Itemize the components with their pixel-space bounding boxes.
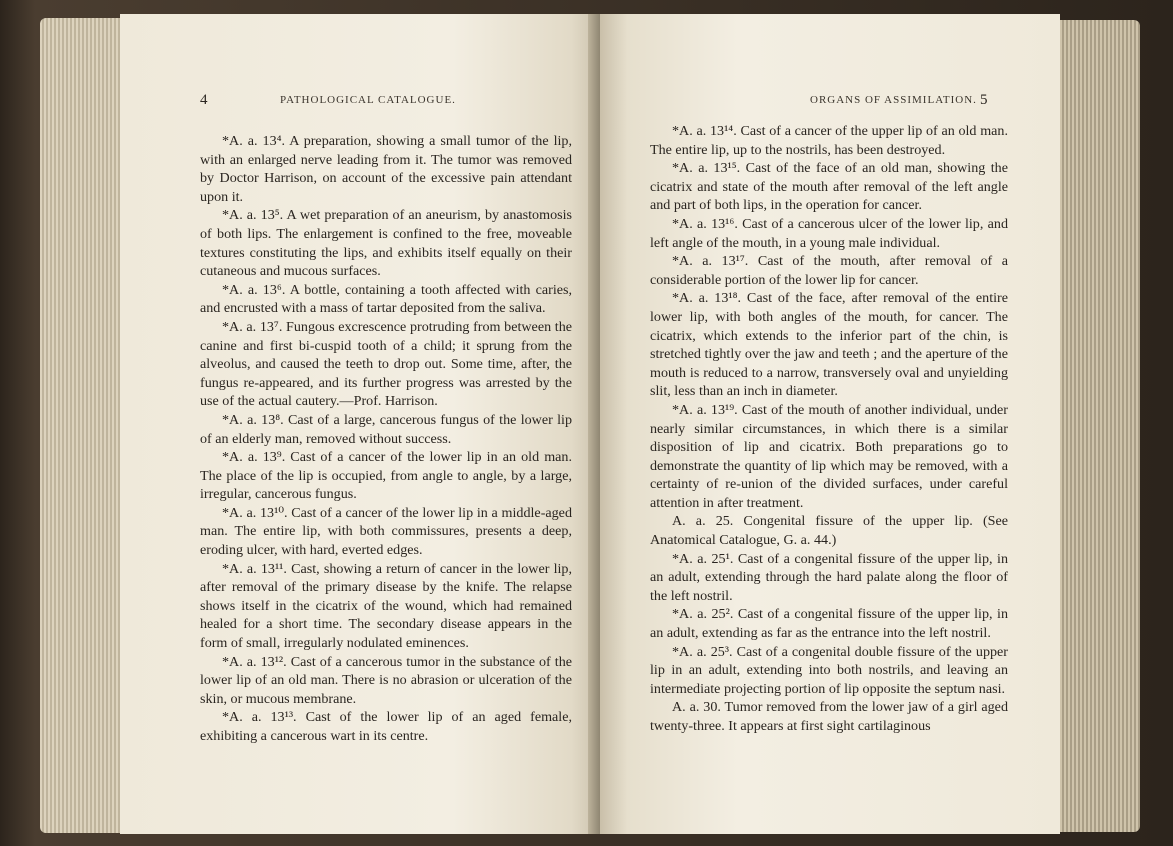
paragraph: *A. a. 13¹². Cast of a cancerous tumor in the substance of the lower lip of an old man. There is no abrasion or ulceration of the skin, or mucous membrane. [200, 653, 572, 707]
right-page-text [650, 122, 1008, 736]
right-page [600, 14, 1060, 834]
left-page [120, 14, 595, 834]
paragraph: *A. a. 13¹⁶. Cast of a cancerous ulcer of the lower lip, and left angle of the mouth, in a young male individual. [650, 215, 1008, 251]
paragraph: *A. a. 13⁸. Cast of a large, cancerous fungus of the lower lip of an elderly man, removed without success. [200, 411, 572, 447]
left-page-edges [40, 18, 130, 833]
right-page-number: 5 [980, 92, 988, 108]
paragraph: *A. a. 13⁶. A bottle, containing a tooth affected with caries, and encrusted with a mass of tartar deposited from the saliva. [200, 281, 572, 317]
paragraph: *A. a. 13¹³. Cast of the lower lip of an aged female, exhibiting a cancerous wart in its centre. [200, 709, 572, 744]
paragraph: A. a. 30. Tumor removed from the lower jaw of a girl aged twenty-three. It appears at first sight cartilaginous [650, 699, 1008, 734]
paragraph: *A. a. 25². Cast of a congenital fissure of the upper lip, in an adult, extending as far as the entrance into the left nostril. [650, 606, 1008, 642]
paragraph: *A. a. 13¹⁸. Cast of the face, after removal of the entire lower lip, with both angles of the mouth, for cancer. The cicatrix, which extends to the inferior part of the chin, is stretched tightly over the jaw and teeth ; and the aperture of the mouth is reduced to a narrow, transversely oval and unyielding slit, less than an inch in diameter. [650, 290, 1008, 400]
left-page-number: 4 [200, 92, 208, 108]
paragraph: *A. a. 13¹⁰. Cast of a cancer of the lower lip in a middle-aged man. The entire lip, with both commissures, presents a deep, eroding ulcer, with hard, everted edges. [200, 504, 572, 559]
paragraph: *A. a. 13⁷. Fungous excrescence protruding from between the canine and first bi-cuspid tooth of a child; it sprung from the alveolus, and caused the teeth to drop out. Some time, after, the fungus re-appeared, and its further progress was arrested by the use of the actual cautery.—Prof. Harrison. [200, 318, 572, 410]
paragraph: *A. a. 13¹⁵. Cast of the face of an old man, showing the cicatrix and state of the mouth after removal of the left angle and part of both lips, in the operation for cancer. [650, 160, 1008, 214]
paragraph: *A. a. 13⁵. A wet preparation of an aneurism, by anastomosis of both lips. The enlargement is confined to the free, moveable textures constituting the lips, and exhibits itself equally on their cutaneous and mucous surfaces. [200, 207, 572, 280]
paragraph: *A. a. 13⁴. A preparation, showing a small tumor of the lip, with an enlarged nerve leading from it. The tumor was removed by Doctor Harrison, on account of the excessive pain attendant upon it. [200, 133, 572, 205]
paragraph: *A. a. 25¹. Cast of a congenital fissure of the upper lip, in an adult, extending through the hard palate along the floor of the left nostril. [650, 550, 1008, 604]
paragraph: *A. a. 13¹⁹. Cast of the mouth of another individual, under nearly similar circumstances, in which there is a similar disposition of lip and cicatrix. Both preparations go to demonstrate the quantity of lip which may be removed, with a certainty of re-union of the divided surfaces, under careful attention in after treatment. [650, 401, 1008, 511]
paragraph: *A. a. 13¹⁷. Cast of the mouth, after removal of a considerable portion of the lower lip for cancer. [650, 253, 1008, 288]
paragraph: *A. a. 25³. Cast of a congenital double fissure of the upper lip in an adult, extending into both nostrils, and leaving an intermediate projecting portion of lip opposite the septum nasi. [650, 643, 1008, 697]
paragraph: A. a. 25. Congenital fissure of the upper lip. (See Anatomical Catalogue, G. a. 44.) [650, 513, 1008, 549]
right-running-head: ORGANS OF ASSIMILATION. [810, 94, 977, 106]
paragraph: *A. a. 13⁹. Cast of a cancer of the lower lip in an old man. The place of the lip is occupied, from angle to angle, by a large, irregular, cancerous fungus. [200, 449, 572, 503]
paragraph: *A. a. 13¹¹. Cast, showing a return of cancer in the lower lip, after removal of the primary disease by the knife. The relapse shows itself in the cicatrix of the wound, which had remained healed for a short time. The secondary disease appears in the form of small, irregularly nodulated eminences. [200, 560, 572, 652]
left-running-head: PATHOLOGICAL CATALOGUE. [280, 94, 456, 106]
left-page-text [200, 132, 572, 746]
paragraph: *A. a. 13¹⁴. Cast of a cancer of the upper lip of an old man. The entire lip, up to the nostrils, has been destroyed. [650, 123, 1008, 158]
